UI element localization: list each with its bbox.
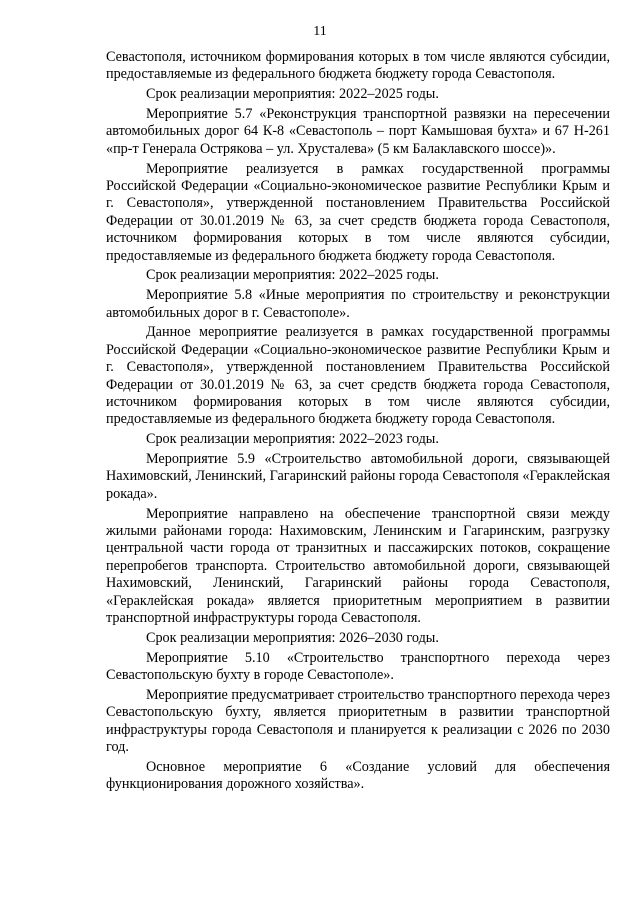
paragraph: Севастополя, источником формирования которых в том числе являются субсидии, предоставляемые из федерального бюджета бюджету города Севастополя.	[106, 49, 610, 83]
paragraph: Данное мероприятие реализуется в рамках государственной программы Российской Федерации «Социально-экономическое развитие Республики Крым и г. Севастополя», утвержденной постановлением Правительства Российской Федерации от 30.01.2019 № 63, за счет средств бюджета города Севастополя, источником формирования которых в том числе являются субсидии, предоставляемые из федерального бюджета бюджету города Севастополя.	[106, 324, 610, 428]
paragraph: Мероприятие 5.9 «Строительство автомобильной дороги, связывающей Нахимовский, Ленинский, Гагаринский районы города Севастополя «Гераклейская рокада».	[106, 451, 610, 502]
paragraph: Мероприятие 5.10 «Строительство транспортного перехода через Севастопольскую бухту в городе Севастополе».	[106, 649, 610, 684]
paragraph: Срок реализации мероприятия: 2022–2023 годы.	[146, 431, 439, 448]
paragraph: Основное мероприятие 6 «Создание условий для обеспечения функционирования дорожного хозяйства».	[106, 758, 610, 793]
paragraph: Мероприятие реализуется в рамках государственной программы Российской Федерации «Социально-экономическое развитие Республики Крым и г. Севастополя», утвержденной постановлением Правительства Российской Федерации от 30.01.2019 № 63, за счет средств бюджета города Севастополя, источником формирования которых в том числе являются субсидии, предоставляемые из федерального бюджета бюджету города Севастополя.	[106, 160, 610, 264]
page-number: 11	[313, 24, 327, 39]
paragraph: Срок реализации мероприятия: 2022–2025 годы.	[146, 267, 439, 284]
paragraph: Срок реализации мероприятия: 2022–2025 годы.	[146, 86, 439, 103]
document-body	[106, 49, 610, 794]
paragraph: Мероприятие предусматривает строительство транспортного перехода через Севастопольскую бухту, является приоритетным в развитии транспортной инфраструктуры города Севастополя и планируется к реализации с 2026 по 2030 год.	[106, 686, 610, 756]
paragraph: Мероприятие 5.8 «Иные мероприятия по строительству и реконструкции автомобильных дорог в г. Севастополе».	[106, 287, 610, 321]
paragraph: Мероприятие 5.7 «Реконструкция транспортной развязки на пересечении автомобильных дорог 64 К-8 «Севастополь – порт Камышовая бухта» и 67 Н-261 «пр-т Генерала Острякова – ул. Хрусталева» (5 км Балаклавского шоссе)».	[106, 106, 610, 157]
paragraph: Срок реализации мероприятия: 2026–2030 годы.	[146, 629, 439, 646]
paragraph: Мероприятие направлено на обеспечение транспортной связи между жилыми районами города: Нахимовским, Ленинским и Гагаринским, разгрузку центральной части города от транзитных и пассажирских потоков, сокращение перепробегов транспорта. Строительство автомобильной дороги, связывающей Нахимовский, Ленинский, Гагаринский районы города Севастополя, «Гераклейская рокада» является приоритетным мероприятием в развитии транспортной инфраструктуры города Севастополя.	[106, 505, 610, 627]
